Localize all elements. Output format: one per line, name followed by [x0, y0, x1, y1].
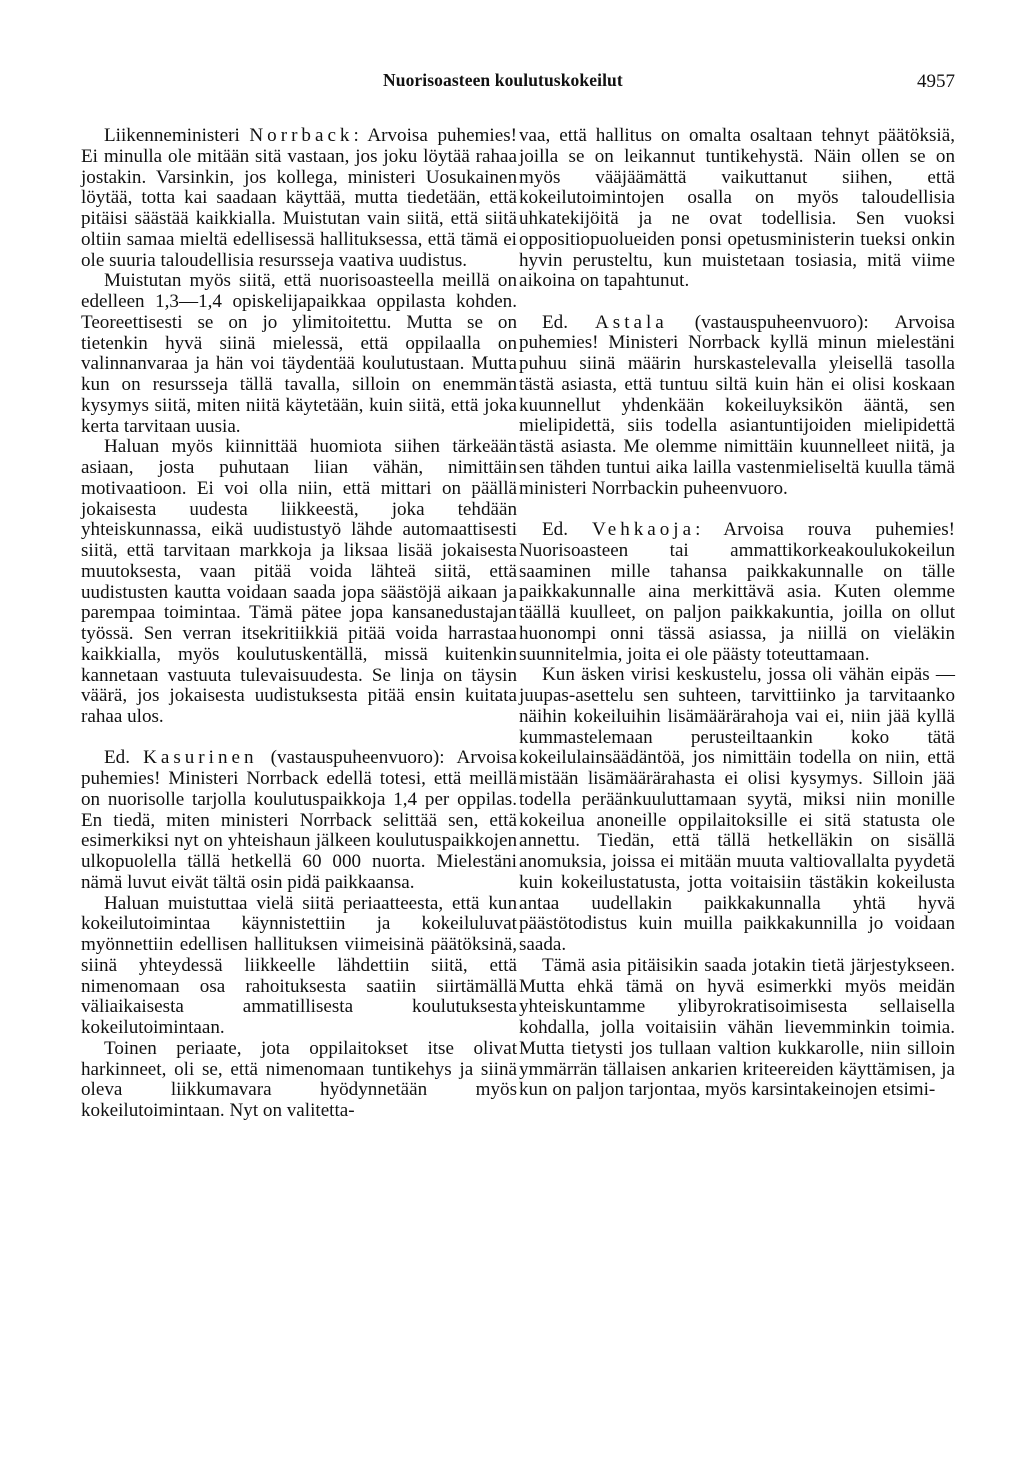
speech-text: : Arvoisa rouva puhemies! Nuorisoasteen tai ammattikorkeakoulukokeilun saaminen mille tahansa paikkakunnalle on tälle paikkakunnalle aina merkittävä asia. Kuten olemme täällä kuulleet, on paljon paikkakuntia, joilla on ollut huonompi onni tässä asiassa, ja niillä on vieläkin suunnitelmia, joita ei ole päästy toteuttamaan. — [519, 519, 955, 665]
speaker-name: Norrback — [249, 125, 354, 146]
paragraph: vaa, että hallitus on omalta osaltaan tehnyt päätöksiä, joilla se on leikannut tuntikehystä. Näin ollen se on myös vääjäämättä vaikuttanut siihen, että kokeilutoimintojen osalla on myös taloudellisia uhkatekijöitä ja ne ovat todellisia. Sen vuoksi oppositiopuolueiden ponsi opetusministerin tueksi onkin hyvin perusteltu, kun muistetaan tosiasia, mitä viime aikoina on tapahtunut. — [519, 125, 955, 292]
left-column — [81, 126, 517, 1122]
right-column — [519, 126, 955, 1101]
running-title: Nuorisoasteen koulutuskokeilut — [383, 70, 623, 90]
paragraph — [81, 126, 517, 271]
speaker-title: Ed. — [542, 519, 593, 541]
speaker-title: Ed. — [104, 747, 144, 769]
speaker-name: Astala — [594, 311, 668, 333]
speech-text: (vastauspuheenvuoro): Arvoisa puhemies! Ministeri Norrback kyllä minun mielestäni puhuu siinä määrin hurskastelevalla yleisellä tasolla tästä asiasta, että tuntuu siltä kuin hän ei olisi koskaan kuunnellut yhdenkään kokeiluyksikön ääntä, sen mielipidettä, siis todella asiantuntijoiden mielipidettä tästä asiasta. Me olemme nimittäin kuunnelleet niitä, ja sen tähden tuntui aika lailla vastenmieliseltä kuulla tämä ministeri Norrbackin puheenvuoro. — [519, 311, 956, 499]
speaker-title: Ed. — [542, 311, 595, 333]
paragraph: Tämä asia pitäisikin saada jotakin tietä järjestykseen. Mutta ehkä tämä on hyvä esimerkki myös meidän yhteiskuntamme ylibyrokratisoimisesta sellaisella kohdalla, jolla voitaisiin vähän lievemminkin toimia. Mutta tietysti jos tullaan valtion kukkarolle, niin silloin ymmärrän tällaisen ankarien kriteereiden käyttämisen, ja kun on paljon tarjontaa, myös karsintakeinojen etsimi- — [519, 954, 955, 1101]
paragraph: Kun äsken virisi keskustelu, jossa oli vähän eipäs — juupas-asettelu sen suhteen, tarvittiinko ja tarvitaanko näihin kokeiluihin lisämäärärahoja vai ei, niin jää kyllä kummastelemaan perusteiltaankin koko tätä kokeilulainsäädäntöä, jos nimittäin todella on niin, että mistään lisämäärärahasta ei olisi kysymys. Silloin jää todella peräänkuuluttamaan syytä, miksi niin monille kokeilua anoneille oppilaitoksille ei sitä statusta ole annettu. Tiedän, että tällä hetkelläkin on sisällä anomuksia, joissa ei mitään muuta valtiovallalta pyydetä kuin kokeilustatusta, jotta voitaisiin tästäkin kokeilusta antaa uudellakin paikkakunnalla yhtä hyvä päästötodistus kuin muilla paikkakunnilla jo voidaan saada. — [519, 664, 955, 956]
speech-text: : Arvoisa puhemies! Ei minulla ole mitään sitä vastaan, jos joku löytää rahaa jostakin. Varsinkin, jos kollega, ministeri Uosukainen löytää, totta kai saadaan käyttää, mutta tiedetään, että pitäisi säästää kaikkialla. Muistutan vain siitä, että siitä oltiin samaa mieltä edellisessä hallituksessa, että tämä ei ole suuria taloudellisia resursseja vaativa uudistus. — [81, 125, 517, 271]
paragraph — [81, 748, 517, 893]
speaker-title: Liikenneministeri — [104, 125, 250, 146]
paragraph: Haluan muistuttaa vielä siitä periaatteesta, että kun kokeilutoimintaa käynnistettiin ja kokeiluluvat myönnettiin edellisen hallituksen viimeisinä päätöksinä, siinä yhteydessä liikkeelle lähdettiin siitä, että nimenomaan osa rahoituksesta saatiin siirtämällä väliaikaisesta ammatillisesta koulutuksesta kokeilutoimintaan. — [81, 892, 517, 1039]
paragraph — [519, 520, 955, 665]
paragraph: Toinen periaate, jota oppilaitokset itse olivat harkinneet, oli se, että nimenomaan tuntikehys ja siinä oleva liikkumavara hyödynnetään myös kokeilutoimintaan. Nyt on valitetta- — [81, 1037, 517, 1122]
paragraph: Haluan myös kiinnittää huomiota siihen tärkeään asiaan, josta puhutaan liian vähän, nimittäin motivaatioon. Ei voi olla niin, että mittari on päällä jokaisesta uudesta liikkeestä, joka tehdään yhteiskunnassa, eikä uudistustyö lähde automaattisesti siitä, että tarvitaan markkoja ja liksaa lisää jokaisesta muutoksesta, vaan pitää voida lähteä siitä, että uudistusten kautta voidaan saada jopa säästöjä aikaan ja parempaa toimintaa. Tämä pätee jopa kansanedustajan työssä. Sen verran itsekritiikkiä pitää voida harrastaa kaikkialla, myös koulutuskentällä, missä kuitenkin kannetaan vastuuta tulevaisuudesta. Se linja on täysin väärä, jos jokaisesta uudistuksesta pitää ensin kuitata rahaa ulos. — [81, 436, 517, 727]
paragraph — [519, 313, 955, 500]
speaker-name: Vehkaoja — [592, 519, 696, 541]
speaker-name: Kasurinen — [143, 747, 258, 769]
speech-text: (vastauspuheenvuoro): Arvoisa puhemies! Ministeri Norrback edellä totesi, että meillä on nuorisolle tarjolla koulutuspaikkoja 1,4 per oppilas. En tiedä, miten ministeri Norrback selittää sen, että esimerkiksi nyt on yhteishaun jälkeen koulutuspaikkojen ulkopuolella tällä hetkellä 60 000 nuorta. Mielestäni nämä luvut eivät tältä osin pidä paikkaansa. — [81, 747, 517, 893]
page-number: 4957 — [917, 71, 955, 92]
paragraph: Muistutan myös siitä, että nuorisoasteella meillä on edelleen 1,3—1,4 opiskelijapaikkaa oppilasta kohden. Teoreettisesti se on jo ylimitoitettu. Mutta se on tietenkin hyvä siinä mielessä, että oppilaalla on valinnanvaraa ja hän voi täydentää koulutustaan. Mutta kun on resursseja tällä tavalla, silloin on enemmän kysymys siitä, miten niitä käytetään, kuin siitä, että joka kerta tarvitaan uusia. — [81, 270, 517, 437]
